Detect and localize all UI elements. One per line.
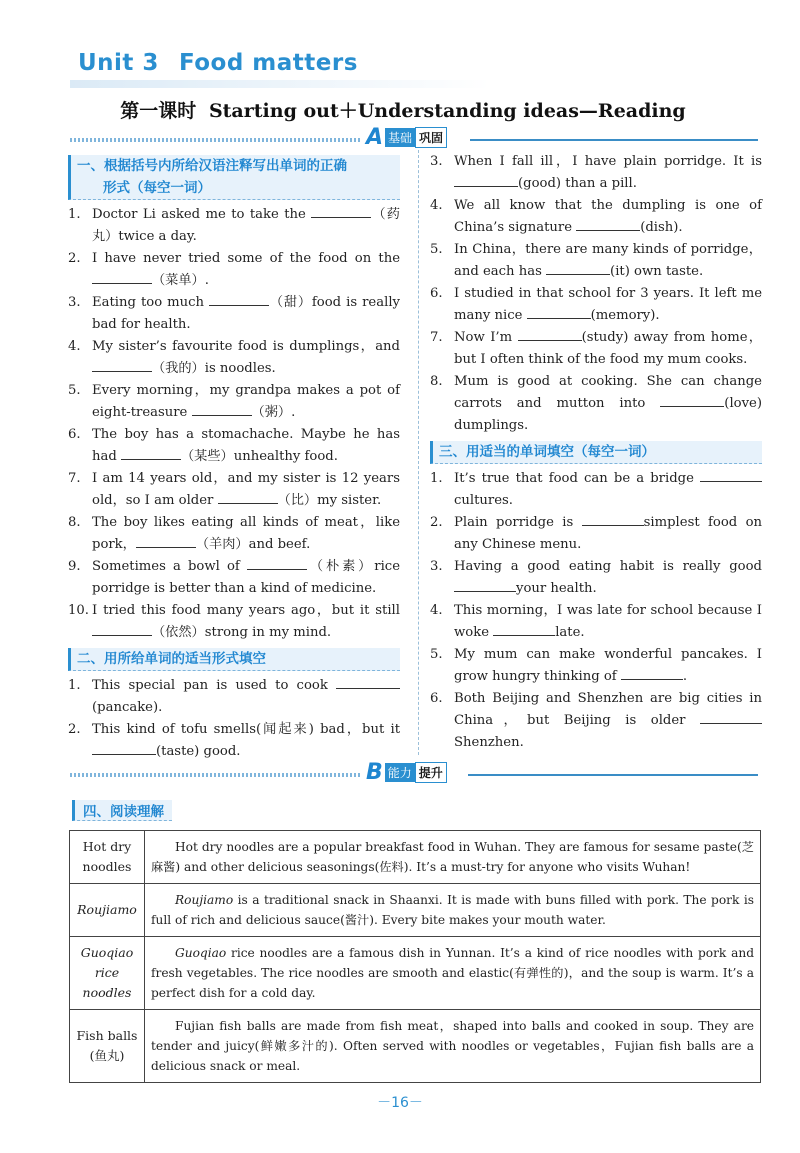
section1-item [68, 512, 400, 556]
item-text-after: （甜）food is really bad for health. [92, 295, 400, 332]
item-text-after: （羊肉）and beef. [195, 537, 311, 552]
page-number: －16－ [377, 1095, 423, 1111]
food-description-text: Hot dry noodles are a popular breakfast food in Wuhan. They are famous for sesame paste(芝麻酱) and other delicious seasonings(佐料). It’s a must-try for anyone who visits Wuhan! [151, 840, 754, 874]
item-text-after: （我的）is noodles. [152, 361, 276, 376]
answer-blank[interactable] [700, 710, 762, 724]
food-description-text: Fujian fish balls are made from fish meat，shaped into balls and cooked in soup. They are tender and juicy(鲜嫩多汁的). Often served with noodles or vegetables，Fujian fish balls are a delicious snack or meal. [151, 1019, 754, 1073]
answer-blank[interactable] [218, 490, 278, 504]
food-description [145, 1010, 761, 1083]
item-number: 1. [68, 207, 81, 222]
food-description-text: is a traditional snack in Shaanxi. It is made with buns filled with pork. The pork is full of rich and delicious sauce(酱汁). Every bite makes your mouth water. [151, 893, 754, 927]
item-text [92, 248, 400, 292]
item-text [92, 556, 400, 600]
item-text-before: Every morning，my grandpa makes a pot of eight-treasure [92, 383, 400, 420]
section4-title: 四、阅读理解 [83, 804, 164, 820]
item-text-before: Both Beijing and Shenzhen are big cities in China，but Beijing is older [454, 691, 762, 728]
item-number: 3. [430, 154, 443, 169]
item-text-after: （菜单）. [152, 273, 209, 288]
item-text-before: I studied in that school for 3 years. It left me many nice [454, 286, 762, 323]
answer-blank[interactable] [209, 292, 269, 306]
section1-heading [68, 155, 400, 200]
right-column [430, 151, 762, 754]
answer-blank[interactable] [92, 741, 156, 755]
section3-item [430, 644, 762, 688]
item-text-before: It’s true that food can be a bridge [454, 471, 700, 486]
item-number: 6. [430, 286, 443, 301]
part-b-label1: 能力 [385, 763, 415, 782]
item-number: 6. [68, 427, 81, 442]
part-a-badge [366, 124, 447, 150]
item-text-after: (taste) good. [156, 744, 241, 759]
answer-blank[interactable] [700, 468, 762, 482]
item-text-before: This kind of tofu smells(闻起来) bad，but it [92, 722, 400, 737]
section1-title-line1: 一、根据括号内所给汉语注释写出单词的正确 [77, 158, 347, 174]
divider-b-right [468, 774, 758, 776]
section2-item [430, 371, 762, 437]
item-text-before: I am 14 years old，and my sister is 12 years old，so I am older [92, 471, 400, 508]
section2-item [430, 327, 762, 371]
item-text-before: We all know that the dumpling is one of China’s signature [454, 198, 762, 235]
section1-item [68, 424, 400, 468]
answer-blank[interactable] [660, 393, 724, 407]
item-text-before: Eating too much [92, 295, 210, 310]
section1-item [68, 380, 400, 424]
item-text-after: （粥）. [251, 405, 296, 420]
section2-item [430, 239, 762, 283]
section1-item [68, 556, 400, 600]
food-description-lead: Roujiamo [175, 893, 234, 907]
reading-row [70, 1010, 761, 1083]
item-text [92, 336, 400, 380]
item-text-after: （药丸）twice a day. [92, 207, 400, 244]
section2-title: 二、用所给单词的适当形式填空 [77, 651, 266, 667]
item-text-after: (it) own taste. [610, 264, 704, 279]
item-text [454, 688, 762, 754]
section2-item [430, 283, 762, 327]
part-b-letter: B [366, 759, 383, 785]
item-text-after: （朴素）rice porridge is better than a kind of medicine. [92, 559, 401, 596]
item-text [92, 424, 400, 468]
answer-blank[interactable] [454, 578, 516, 592]
section3-item [430, 688, 762, 754]
item-number: 4. [430, 603, 443, 618]
item-text-before: This morning，I was late for school because I woke [454, 603, 762, 640]
answer-blank[interactable] [136, 534, 196, 548]
item-number: 7. [68, 471, 81, 486]
item-text-after: (love) dumplings. [454, 396, 762, 433]
item-text-before: My mum can make wonderful pancakes. I grow hungry thinking of [454, 647, 762, 684]
section2-item [68, 675, 400, 719]
lesson-en: Starting out＋Understanding ideas—Reading [208, 100, 686, 122]
answer-blank[interactable] [454, 173, 518, 187]
section2-item [68, 719, 400, 763]
food-description [145, 884, 761, 937]
item-text-before: My sister’s favourite food is dumplings，and [92, 339, 400, 354]
item-text-before: Plain porridge is [454, 515, 582, 530]
answer-blank[interactable] [336, 675, 400, 689]
item-text [454, 600, 762, 644]
item-text-after: cultures. [454, 493, 513, 508]
section1-item [68, 468, 400, 512]
lesson-cn: 第一课时 [120, 100, 197, 122]
item-text-after: (study) away from home，but I often think of the food my mum cooks. [454, 330, 762, 367]
item-number: 8. [68, 515, 81, 530]
item-text [454, 556, 762, 600]
unit-title [78, 50, 358, 76]
item-text-before: This special pan is used to cook [92, 678, 336, 693]
answer-blank[interactable] [518, 327, 582, 341]
section3-item [430, 512, 762, 556]
divider-a-left [70, 138, 360, 142]
item-number: 1. [68, 678, 81, 693]
item-text [454, 644, 762, 688]
answer-blank[interactable] [576, 217, 640, 231]
food-name: Fish balls (鱼丸) [70, 1010, 145, 1083]
item-text-before: When I fall ill，I have plain porridge. It is [454, 154, 762, 169]
left-column [68, 153, 400, 763]
item-text-after: （依然）strong in my mind. [152, 625, 332, 640]
item-text [92, 468, 400, 512]
food-name: Roujiamo [70, 884, 145, 937]
reading-table [69, 830, 761, 1083]
section1-item [68, 204, 400, 248]
item-text [92, 204, 400, 248]
item-text-after: (pancake). [92, 700, 163, 715]
answer-blank[interactable] [621, 666, 683, 680]
item-text-after: (memory). [590, 308, 660, 323]
part-a-label2: 巩固 [415, 127, 447, 148]
item-text-after: your health. [516, 581, 597, 596]
item-text-before: The boy has a stomachache. Maybe he has had [92, 427, 400, 464]
item-number: 2. [430, 515, 443, 530]
unit-name: Food matters [178, 50, 358, 76]
item-text-after: (good) than a pill. [518, 176, 637, 191]
answer-blank[interactable] [527, 305, 591, 319]
item-number: 4. [430, 198, 443, 213]
food-description [145, 937, 761, 1010]
food-description-lead: Guoqiao [175, 946, 227, 960]
item-number: 5. [430, 647, 443, 662]
answer-blank[interactable] [92, 270, 152, 284]
item-text-before: Having a good eating habit is really good [454, 559, 762, 574]
section1-item [68, 248, 400, 292]
item-text-after: (dish). [640, 220, 683, 235]
section3-title: 三、用适当的单词填空（每空一词） [439, 444, 655, 460]
answer-blank[interactable] [582, 512, 644, 526]
section2-heading [68, 648, 400, 671]
section3-item [430, 468, 762, 512]
part-a-label1: 基础 [385, 128, 415, 147]
column-divider [418, 150, 419, 755]
item-number: 10. [68, 603, 89, 618]
reading-row [70, 831, 761, 884]
item-number: 3. [68, 295, 81, 310]
item-number: 7. [430, 330, 443, 345]
item-number: 2. [68, 251, 81, 266]
item-number: 1. [430, 471, 443, 486]
item-text [454, 512, 762, 556]
item-text [92, 512, 400, 556]
food-description [145, 831, 761, 884]
item-text-after: Shenzhen. [454, 735, 524, 750]
part-a-letter: A [366, 124, 384, 150]
item-text-before: Now I’m [454, 330, 518, 345]
item-text [454, 195, 762, 239]
answer-blank[interactable] [92, 358, 152, 372]
item-text-after: （比）my sister. [277, 493, 382, 508]
answer-blank[interactable] [247, 556, 307, 570]
item-text [454, 371, 762, 437]
unit-label: Unit 3 [78, 50, 159, 76]
lesson-title [0, 96, 800, 123]
reading-row [70, 937, 761, 1010]
section2-item [430, 195, 762, 239]
item-text-before: I tried this food many years ago，but it still [92, 603, 400, 618]
divider-a-right [470, 139, 758, 141]
item-text [92, 380, 400, 424]
section2-item [430, 151, 762, 195]
item-text [92, 719, 400, 763]
section1-title-line2: 形式（每空一词） [103, 180, 211, 196]
item-number: 4. [68, 339, 81, 354]
item-text-before: Doctor Li asked me to take the [92, 207, 312, 222]
food-description-text: rice noodles are a famous dish in Yunnan. It’s a kind of rice noodles with pork and fresh vegetables. The rice noodles are smooth and elastic(有弹性的)，and the soup is warm. It’s a perfect dish for a cold day. [151, 946, 754, 1000]
item-number: 8. [430, 374, 443, 389]
section3-heading [430, 441, 762, 464]
answer-blank[interactable] [192, 402, 252, 416]
answer-blank[interactable] [493, 622, 555, 636]
item-text [92, 292, 400, 336]
item-text [454, 239, 762, 283]
answer-blank[interactable] [311, 204, 371, 218]
item-text [92, 675, 400, 719]
food-name: Guoqiao rice noodles [70, 937, 145, 1010]
item-text [454, 327, 762, 371]
item-text-after: late. [555, 625, 585, 640]
item-text [454, 468, 762, 512]
answer-blank[interactable] [121, 446, 181, 460]
section1-item [68, 336, 400, 380]
section3-item [430, 556, 762, 600]
section1-item [68, 292, 400, 336]
section3-item [430, 600, 762, 644]
item-text-before: Mum is good at cooking. She can change carrots and mutton into [454, 374, 762, 411]
part-b-badge [366, 759, 447, 785]
item-number: 5. [430, 242, 443, 257]
item-number: 2. [68, 722, 81, 737]
title-underline-decoration [70, 80, 490, 88]
item-text-before: In China，there are many kinds of porridge，and each has [454, 242, 762, 279]
answer-blank[interactable] [92, 622, 152, 636]
item-text-before: Sometimes a bowl of [92, 559, 247, 574]
item-text-before: The boy likes eating all kinds of meat，like pork， [92, 515, 400, 552]
item-text [454, 283, 762, 327]
part-b-label2: 提升 [415, 762, 447, 783]
item-text-after: （某些）unhealthy food. [181, 449, 338, 464]
item-text [454, 151, 762, 195]
item-number: 9. [68, 559, 81, 574]
section4-heading [72, 800, 172, 821]
item-number: 5. [68, 383, 81, 398]
item-text-after: . [682, 669, 688, 684]
item-text-after: simplest food on any Chinese menu. [454, 515, 762, 552]
reading-row [70, 884, 761, 937]
item-text [92, 600, 400, 644]
item-number: 3. [430, 559, 443, 574]
item-text-before: I have never tried some of the food on the [92, 251, 400, 266]
section1-item [68, 600, 400, 644]
food-name: Hot dry noodles [70, 831, 145, 884]
item-number: 6. [430, 691, 443, 706]
answer-blank[interactable] [546, 261, 610, 275]
divider-b-left [70, 773, 360, 777]
